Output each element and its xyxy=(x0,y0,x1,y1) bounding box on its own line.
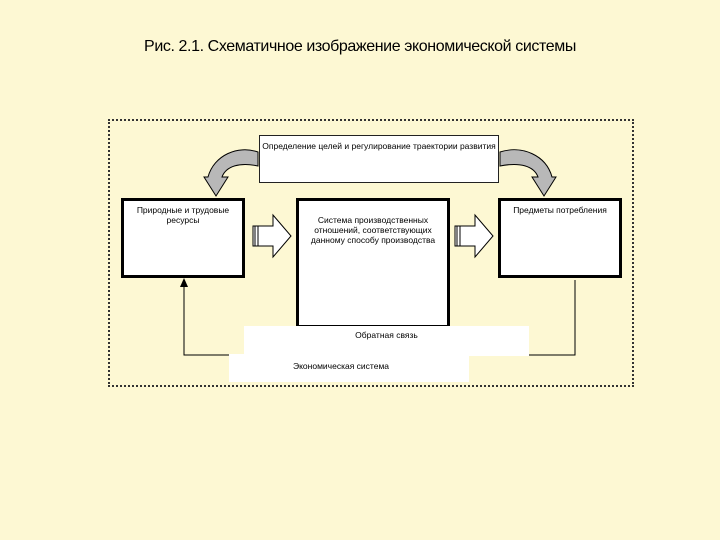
resources-label: Природные и трудовые ресурсы xyxy=(136,205,230,226)
goals-box xyxy=(259,135,499,183)
feedback-arrowhead xyxy=(180,278,188,287)
production-label: Система производственных отношений, соответствующих данному способу производства xyxy=(310,215,436,246)
production-box xyxy=(296,198,450,328)
feedback-line-right xyxy=(529,280,575,355)
consumer-box xyxy=(498,198,622,278)
economic-system-label: Экономическая система xyxy=(229,354,469,382)
resources-box xyxy=(121,198,245,278)
curved-arrow-right xyxy=(500,150,556,196)
curved-arrow-left xyxy=(204,150,258,196)
consumer-label: Предметы потребления xyxy=(513,205,607,215)
goals-label: Определение целей и регулирование траектории развития xyxy=(262,141,496,151)
block-arrow-resources-to-production xyxy=(253,215,291,257)
block-arrow-production-to-consumer xyxy=(455,215,493,257)
feedback-label: Обратная связь xyxy=(244,326,529,356)
feedback-line-left xyxy=(184,280,244,355)
figure-title: Рис. 2.1. Схематичное изображение экономической системы xyxy=(144,38,576,55)
